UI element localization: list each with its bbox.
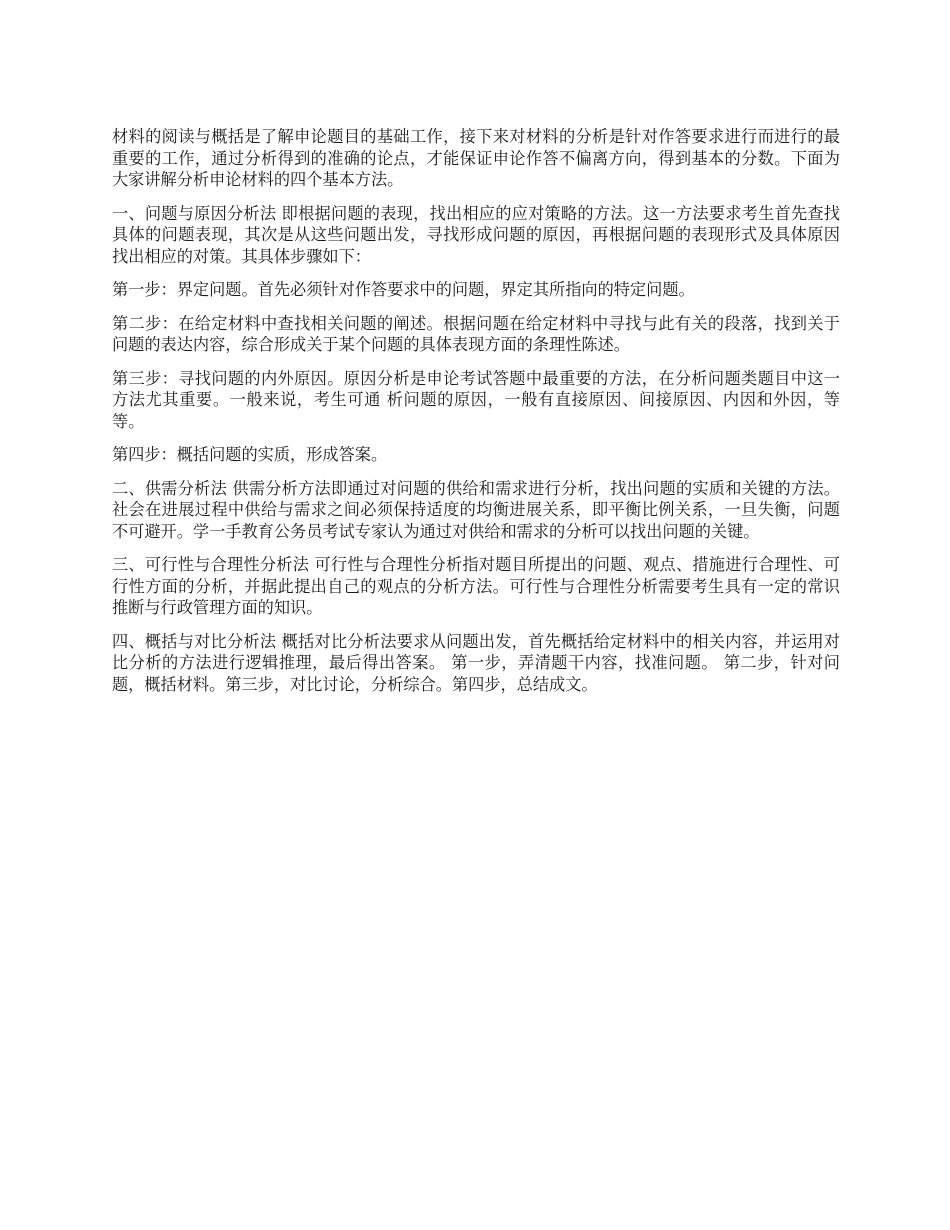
step-two-paragraph: 第二步：在给定材料中查找相关问题的阐述。根据问题在给定材料中寻找与此有关的段落，找到关于问题的表达内容，综合形成关于某个问题的具体表现方面的条理性陈述。 (112, 313, 840, 354)
method-one-paragraph: 一、问题与原因分析法 即根据问题的表现，找出相应的应对策略的方法。这一方法要求考生首先查找具体的问题表现，其次是从这些问题出发，寻找形成问题的原因，再根据问题的表现形式及具体原因找出相应的对策。其具体步骤如下： (112, 203, 840, 266)
step-one-paragraph: 第一步：界定问题。首先必须针对作答要求中的问题，界定其所指向的特定问题。 (112, 280, 695, 299)
method-three-paragraph: 三、可行性与合理性分析法 可行性与合理性分析指对题目所提出的问题、观点、措施进行合理性、可行性方面的分析，并据此提出自己的观点的分析方法。可行性与合理性分析需要考生具有一定的常识推断与行政管理方面的知识。 (112, 555, 840, 617)
document-body (112, 126, 840, 707)
method-four-paragraph: 四、概括与对比分析法 概括对比分析法要求从问题出发，首先概括给定材料中的相关内容，并运用对比分析的方法进行逻辑推理，最后得出答案。 第一步，弄清题干内容，找准问题。 第二步，针对问题，概括材料。第三步，对比讨论，分析综合。第四步，总结成文。 (112, 631, 840, 694)
step-three-paragraph: 第三步：寻找问题的内外原因。原因分析是申论考试答题中最重要的方法，在分析问题类题目中这一方法尤其重要。一般来说，考生可通 析问题的原因，一般有直接原因、间接原因、内因和外因，等等。 (112, 368, 840, 431)
intro-paragraph: 材料的阅读与概括是了解申论题目的基础工作，接下来对材料的分析是针对作答要求进行而进行的最重要的工作，通过分析得到的准确的论点，才能保证申论作答不偏离方向，得到基本的分数。下面为大家讲解分析申论材料的四个基本方法。 (112, 127, 840, 189)
step-four-paragraph: 第四步：概括问题的实质，形成答案。 (112, 445, 388, 464)
method-two-paragraph: 二、供需分析法 供需分析方法即通过对问题的供给和需求进行分析，找出问题的实质和关键的方法。社会在进展过程中供给与需求之间必须保持适度的均衡进展关系，即平衡比例关系，一旦失衡，问题不可避开。学一手教育公务员考试专家认为通过对供给和需求的分析可以找出问题的关键。 (112, 478, 840, 541)
